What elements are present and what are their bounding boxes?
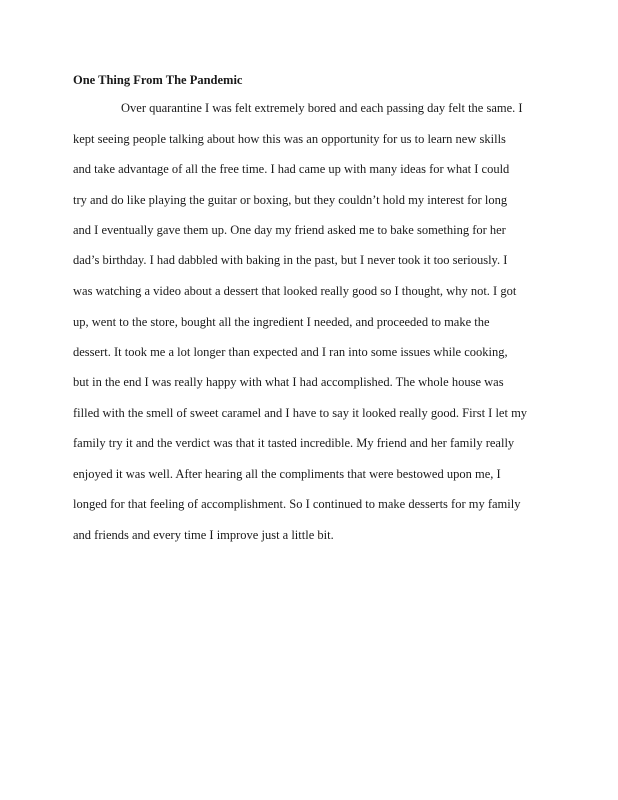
paragraph-line: longed for that feeling of accomplishment. So I continued to make desserts for my family: [73, 497, 521, 511]
paragraph-line: was watching a video about a dessert that looked really good so I thought, why not. I got: [73, 284, 517, 298]
document-title: One Thing From The Pandemic: [73, 73, 243, 87]
paragraph-line: kept seeing people talking about how this was an opportunity for us to learn new skills: [73, 132, 506, 146]
paragraph-line: and take advantage of all the free time. I had came up with many ideas for what I could: [73, 162, 510, 176]
paragraph-line: enjoyed it was well. After hearing all the compliments that were bestowed upon me, I: [73, 467, 501, 481]
paragraph-line: try and do like playing the guitar or boxing, but they couldn’t hold my interest for long: [73, 193, 508, 207]
paragraph-line: filled with the smell of sweet caramel and I have to say it looked really good. First I let my: [73, 406, 528, 420]
paragraph-line: but in the end I was really happy with what I had accomplished. The whole house was: [73, 375, 504, 389]
paragraph-line: and friends and every time I improve just a little bit.: [73, 528, 334, 542]
paragraph-line: family try it and the verdict was that it tasted incredible. My friend and her family really: [73, 436, 515, 450]
paragraph-line: and I eventually gave them up. One day my friend asked me to bake something for her: [73, 223, 506, 237]
paragraph-line: Over quarantine I was felt extremely bored and each passing day felt the same. I: [121, 101, 523, 115]
paragraph-line: dad’s birthday. I had dabbled with baking in the past, but I never took it too seriously. I: [73, 253, 508, 267]
paragraph-line: dessert. It took me a lot longer than expected and I ran into some issues while cooking,: [73, 345, 508, 359]
paragraph-line: up, went to the store, bought all the ingredient I needed, and proceeded to make the: [73, 315, 490, 329]
